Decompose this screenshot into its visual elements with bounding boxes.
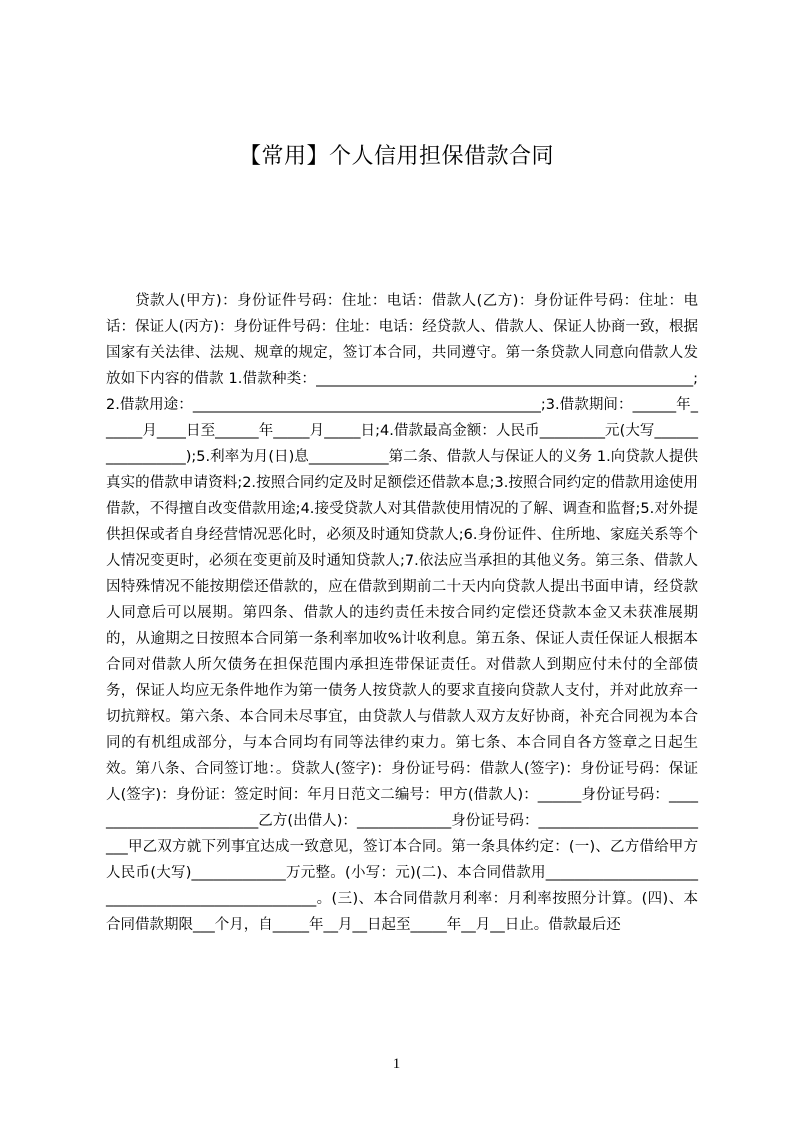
contract-body-text: 贷款人(甲方)：身份证件号码：住址：电话：借款人(乙方)：身份证件号码：住址：电话：保证人(丙方)：身份证件号码：住址：电话：经贷款人、借款人、保证人协商一致，根据国家有关法律、法规、规章的规定，签订本合同，共同遵守。第一条贷款人同意向借款人发放如下内容的借款 1.借款种类：____________________________________________________;2.借款用途：________________________________________________;3.借款期间：______年______月____日至______年_____月_____日;4.借款最高金额：人民币_________元(大写_________________);5.利率为月(日)息___________第二条、借款人与保证人的义务 1.向贷款人提供真实的借款申请资料;2.按照合同约定及时足额偿还借款本息;3.按照合同约定的借款用途使用借款，不得擅自改变借款用途;4.接受贷款人对其借款使用情况的了解、调查和监督;5.对外提供担保或者自身经营情况恶化时，必须及时通知贷款人;6.身份证件、住所地、家庭关系等个人情况变更时，必须在变更前及时通知贷款人;7.依法应当承担的其他义务。第三条、借款人因特殊情况不能按期偿还借款的，应在借款到期前二十天内向贷款人提出书面申请，经贷款人同意后可以展期。第四条、借款人的违约责任未按合同约定偿还贷款本金又未获准展期的，从逾期之日按照本合同第一条利率加收%计收利息。第五条、保证人责任保证人根据本合同对借款人所欠债务在担保范围内承担连带保证责任。对借款人到期应付未付的全部债务，保证人均应无条件地作为第一债务人按贷款人的要求直接向贷款人支付，并对此放弃一切抗辩权。第六条、本合同未尽事宜，由贷款人与借款人双方友好协商，补充合同视为本合同的有机组成部分，与本合同均有同等法律约束力。第七条、本合同自各方签章之日起生效。第八条、合同签订地：。贷款人(签字)：身份证号码：借款人(签字)：身份证号码：保证人(签字)：身份证：签定时间：年月日范文二编号：甲方(借款人)：______身份证号码：_________________________乙方(出借人)：_____________身份证号码：_________________________甲乙双方就下列事宜达成一致意见，签订本合同。第一条具体约定：(一)、乙方借给甲方人民币(大写)_____________万元整。(小写：元)(二)、本合同借款用__________________________________________________。(三)、本合同借款月利率：月利率按照分计算。(四)、本合同借款期限___个月，自_____年__月__日起至_____年__月__日止。借款最后还 (106, 293, 698, 933)
page-number: 1 (392, 1056, 401, 1072)
page-title: 【常用】个人信用担保借款合同 (238, 144, 554, 169)
